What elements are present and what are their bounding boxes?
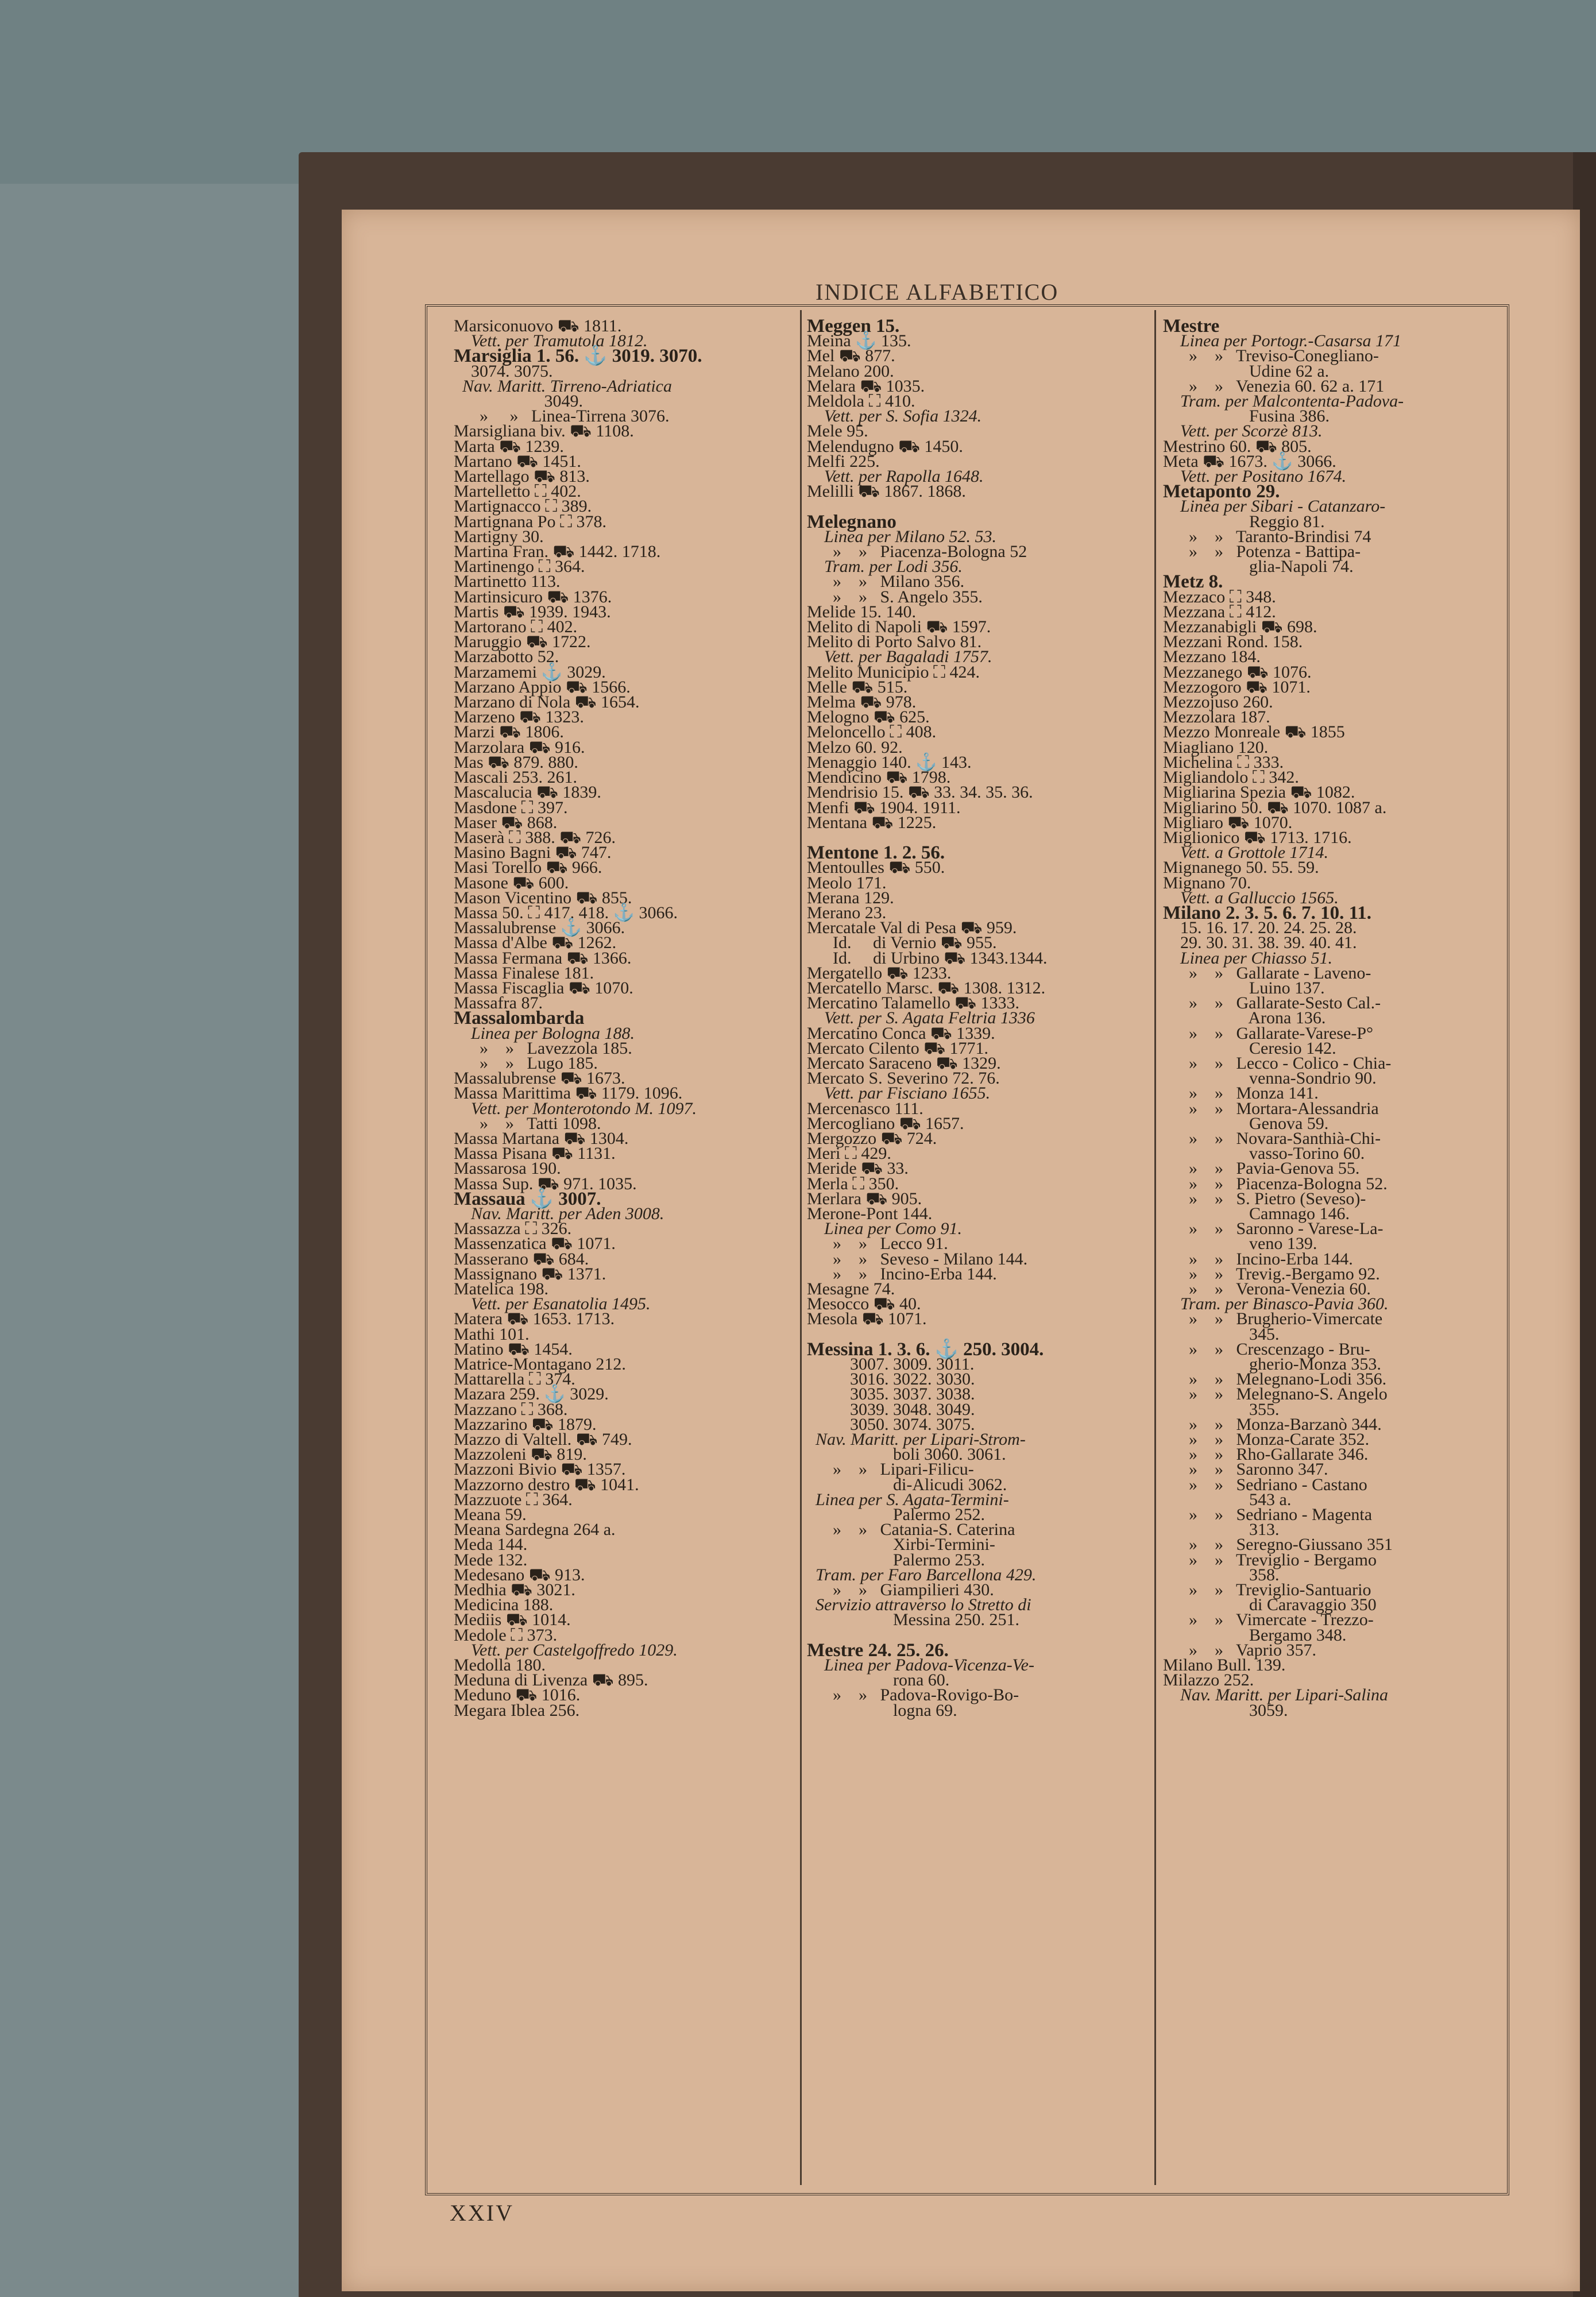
- index-entry: Tram. per Faro Barcellona 429.: [807, 1565, 1037, 1584]
- index-entry: venna-Sondrio 90.: [1163, 1069, 1377, 1088]
- index-entry: logna 69.: [807, 1700, 957, 1720]
- index-entry: » » Linea-Tirrena 3076.: [454, 407, 670, 426]
- index-entry: Nav. Maritt. per Lipari-Salina: [1163, 1685, 1388, 1705]
- index-entry: Genova 59.: [1163, 1113, 1329, 1133]
- index-entry: Vett. per Esanatolia 1495.: [454, 1294, 651, 1314]
- index-entry: Massignano ⛟ 1371.: [454, 1264, 606, 1283]
- index-entry: » » Piacenza-Bologna 52: [807, 542, 1027, 562]
- index-entry: di Caravaggio 350: [1163, 1595, 1377, 1615]
- index-entry: Marzolara ⛟ 916.: [454, 737, 585, 757]
- index-entry: Vett. per Monterotondo M. 1097.: [454, 1099, 697, 1118]
- index-entry: Marzano di Nola ⛟ 1654.: [454, 693, 640, 712]
- index-entry: Nav. Maritt. per Lipari-Strom-: [807, 1430, 1026, 1449]
- index-entry: Vett. par Fisciano 1655.: [807, 1084, 991, 1103]
- index-entry: » » S. Angelo 355.: [807, 587, 983, 606]
- index-entry: Meana 59.: [454, 1505, 527, 1525]
- index-entry: » » Catania-S. Caterina: [807, 1520, 1015, 1540]
- index-heading: Melegnano: [807, 511, 896, 532]
- index-entry: Palermo 253.: [807, 1550, 985, 1569]
- index-entry: Martignana Po ⛶ 378.: [454, 512, 606, 531]
- index-entry: 3039. 3048. 3049.: [807, 1399, 975, 1419]
- index-entry: Megara Iblea 256.: [454, 1700, 580, 1720]
- index-entry: Mazzorno destro ⛟ 1041.: [454, 1475, 639, 1494]
- index-entry: 355.: [1163, 1399, 1280, 1419]
- index-entry: Martinengo ⛶ 364.: [454, 557, 585, 577]
- index-entry: Tram. per Binasco-Pavia 360.: [1163, 1294, 1389, 1314]
- index-entry: Linea per Padova-Vicenza-Ve-: [807, 1656, 1034, 1675]
- index-entry: » » Brugherio-Vimercate: [1163, 1309, 1383, 1329]
- index-entry: » » Saronno 347.: [1163, 1460, 1328, 1479]
- index-entry: » » Melegnano-S. Angelo: [1163, 1385, 1388, 1404]
- index-entry: Meduno ⛟ 1016.: [454, 1685, 581, 1705]
- index-entry: » » Pavia-Genova 55.: [1163, 1159, 1360, 1178]
- index-entry: Merano 23.: [807, 903, 887, 922]
- index-entry: Mazzarino ⛟ 1879.: [454, 1414, 597, 1434]
- index-entry: » » Padova-Rovigo-Bo-: [807, 1685, 1019, 1705]
- index-entry: Melogno ⛟ 625.: [807, 707, 930, 727]
- index-entry: Linea per Milano 52. 53.: [807, 527, 996, 546]
- index-entry: Milazzo 252.: [1163, 1670, 1254, 1690]
- index-entry: Marzamemi ⚓ 3029.: [454, 662, 606, 682]
- column-rule-1: [800, 310, 802, 2185]
- index-entry: Bergamo 348.: [1163, 1625, 1347, 1645]
- index-entry: » » Sedriano - Magenta: [1163, 1505, 1373, 1525]
- index-entry: Meana Sardegna 264 a.: [454, 1520, 616, 1540]
- index-entry: Marsigliana biv. ⛟ 1108.: [454, 421, 634, 441]
- index-entry: Mede 132.: [454, 1550, 528, 1569]
- index-entry: Mazzoleni ⛟ 819.: [454, 1445, 587, 1464]
- index-entry: Mezzano 184.: [1163, 647, 1261, 667]
- index-entry: Medicina 188.: [454, 1595, 554, 1615]
- index-entry: Melma ⛟ 978.: [807, 693, 917, 712]
- page-number: XXIV: [450, 2200, 514, 2226]
- index-entry: Linea per Chiasso 51.: [1163, 948, 1333, 968]
- index-entry: Massalubrense ⚓ 3066.: [454, 918, 625, 938]
- index-entry: Meldola ⛶ 410.: [807, 392, 915, 411]
- index-entry: Melfi 225.: [807, 451, 880, 471]
- index-entry: Menfi ⛟ 1904. 1911.: [807, 798, 961, 817]
- index-entry: Melide 15. 140.: [807, 602, 916, 621]
- index-entry: Marzano Appio ⛟ 1566.: [454, 677, 631, 697]
- index-entry: » » Vaprio 357.: [1163, 1640, 1316, 1660]
- index-entry: Mazara 259. ⚓ 3029.: [454, 1385, 609, 1404]
- index-entry: Mel ⛟ 877.: [807, 346, 895, 366]
- index-entry: Mignanego 50. 55. 59.: [1163, 858, 1319, 877]
- index-heading: Metaponto 29.: [1163, 481, 1280, 502]
- index-heading: Massalombarda: [454, 1008, 585, 1029]
- index-entry: » » Seveso - Milano 144.: [807, 1249, 1028, 1269]
- index-entry: Marsiconuovo ⛟ 1811.: [454, 316, 622, 335]
- index-entry: » » Treviglio - Bergamo: [1163, 1550, 1377, 1569]
- index-entry: 3049.: [454, 392, 583, 411]
- index-entry: Massa Finalese 181.: [454, 963, 594, 983]
- index-entry: Merla ⛶ 350.: [807, 1174, 899, 1193]
- index-entry: Mascali 253. 261.: [454, 768, 577, 787]
- index-entry: Merone-Pont 144.: [807, 1204, 933, 1223]
- index-entry: Merana 129.: [807, 888, 894, 907]
- index-entry: Palermo 252.: [807, 1505, 985, 1525]
- index-entry: Masdone ⛶ 397.: [454, 798, 568, 817]
- index-heading: Mestre 24. 25. 26.: [807, 1639, 949, 1661]
- index-entry: Mezzogoro ⛟ 1071.: [1163, 677, 1311, 697]
- index-heading: Marsiglia 1. 56. ⚓ 3019. 3070.: [454, 346, 702, 367]
- index-entry: Marzeno ⛟ 1323.: [454, 707, 584, 727]
- index-entry: 15. 16. 17. 20. 24. 25. 28.: [1163, 918, 1357, 938]
- index-entry: 29. 30. 31. 38. 39. 40. 41.: [1163, 933, 1357, 953]
- index-entry: Mezzolara 187.: [1163, 707, 1270, 727]
- index-heading: Messina 1. 3. 6. ⚓ 250. 3004.: [807, 1339, 1044, 1360]
- index-entry: Miagliano 120.: [1163, 737, 1269, 757]
- index-entry: Marta ⛟ 1239.: [454, 436, 564, 456]
- index-entry: Massalubrense ⛟ 1673.: [454, 1069, 625, 1088]
- index-entry: Mendrisio 15. ⛟ 33. 34. 35. 36.: [807, 783, 1033, 802]
- index-entry: » » Monza-Barzanò 344.: [1163, 1414, 1382, 1434]
- index-entry: Mathi 101.: [454, 1324, 530, 1344]
- index-entry: » » Lavezzola 185.: [454, 1038, 632, 1058]
- index-entry: 3035. 3037. 3038.: [807, 1385, 975, 1404]
- index-entry: Menaggio 140. ⚓ 143.: [807, 752, 972, 772]
- index-entry: Massafra 87.: [454, 993, 543, 1013]
- index-entry: Migliarino 50. ⛟ 1070. 1087 a.: [1163, 798, 1387, 817]
- index-entry: Mercatello Marsc. ⛟ 1308. 1312.: [807, 978, 1046, 997]
- index-entry: Mercatale Val di Pesa ⛟ 959.: [807, 918, 1017, 938]
- index-entry: Nav. Maritt. Tirreno-Adriatica: [454, 376, 672, 396]
- index-entry: Linea per S. Agata-Termini-: [807, 1490, 1009, 1509]
- index-entry: Martelletto ⛶ 402.: [454, 482, 581, 501]
- column-rule-2: [1154, 310, 1156, 2185]
- index-entry: Marzi ⛟ 1806.: [454, 722, 564, 742]
- index-entry: Linea per Como 91.: [807, 1219, 962, 1239]
- index-entry: 3050. 3074. 3075.: [807, 1414, 975, 1434]
- index-entry: » » Lugo 185.: [454, 1053, 598, 1073]
- index-entry: glia-Napoli 74.: [1163, 557, 1354, 577]
- index-entry: Mattarella ⛶ 374.: [454, 1370, 575, 1389]
- index-entry: Mercato S. Severino 72. 76.: [807, 1069, 1000, 1088]
- index-entry: Melara ⛟ 1035.: [807, 376, 925, 396]
- index-entry: Mesola ⛟ 1071.: [807, 1309, 927, 1329]
- index-entry: » » Tatti 1098.: [454, 1113, 601, 1133]
- index-entry: Martignacco ⛶ 389.: [454, 497, 592, 516]
- index-entry: » » Treviso-Conegliano-: [1163, 346, 1379, 366]
- index-entry: Linea per Portogr.-Casarsa 171: [1163, 331, 1402, 351]
- index-entry: Medhia ⛟ 3021.: [454, 1580, 575, 1600]
- index-entry: Mercato Saraceno ⛟ 1329.: [807, 1053, 1001, 1073]
- index-entry: Merlara ⛟ 905.: [807, 1189, 922, 1208]
- index-entry: Melito di Napoli ⛟ 1597.: [807, 617, 991, 637]
- index-entry: Mesagne 74.: [807, 1279, 895, 1298]
- index-entry: Martinsicuro ⛟ 1376.: [454, 587, 612, 606]
- index-entry: Mercatino Conca ⛟ 1339.: [807, 1023, 995, 1043]
- index-entry: Melzo 60. 92.: [807, 737, 903, 757]
- index-entry: Massa Fermana ⛟ 1366.: [454, 948, 632, 968]
- index-entry: Mascalucia ⛟ 1839.: [454, 783, 601, 802]
- index-entry: Massa Fiscaglia ⛟ 1070.: [454, 978, 633, 997]
- index-entry: Miglionico ⛟ 1713. 1716.: [1163, 827, 1352, 847]
- index-entry: Vett. per Positano 1674.: [1163, 467, 1347, 486]
- index-entry: Mentoulles ⛟ 550.: [807, 858, 945, 877]
- index-entry: 3059.: [1163, 1700, 1288, 1720]
- index-entry: Meda 144.: [454, 1535, 528, 1554]
- index-entry: » » Monza 141.: [1163, 1084, 1319, 1103]
- index-entry: Mediis ⛟ 1014.: [454, 1610, 571, 1630]
- index-heading: Metz 8.: [1163, 571, 1223, 593]
- index-column-3: [1163, 316, 1502, 1720]
- index-entry: Massa Marittima ⛟ 1179. 1096.: [454, 1084, 683, 1103]
- index-entry: » » Lipari-Filicu-: [807, 1460, 974, 1479]
- index-entry: Meri ⛶ 429.: [807, 1144, 891, 1163]
- index-entry: Vett. a Galluccio 1565.: [1163, 888, 1339, 907]
- index-entry: Mezzani Rond. 158.: [1163, 632, 1303, 652]
- index-entry: » » Venezia 60. 62 a. 171: [1163, 376, 1385, 396]
- index-entry: Massarosa 190.: [454, 1159, 561, 1178]
- index-entry: » » Giampilieri 430.: [807, 1580, 994, 1600]
- index-entry: » » Seregno-Giussano 351: [1163, 1535, 1393, 1554]
- index-entry: Luino 137.: [1163, 978, 1325, 997]
- index-entry: Mezzanego ⛟ 1076.: [1163, 662, 1312, 682]
- index-entry: » » Monza-Carate 352.: [1163, 1430, 1370, 1449]
- index-entry: 3074. 3075.: [454, 361, 553, 381]
- index-entry: Masserano ⛟ 684.: [454, 1249, 589, 1269]
- index-entry: Mentana ⛟ 1225.: [807, 813, 937, 832]
- index-entry: Meride ⛟ 33.: [807, 1159, 909, 1178]
- index-entry: Vett. per S. Agata Feltria 1336: [807, 1008, 1035, 1028]
- index-entry: Meina ⚓ 135.: [807, 331, 911, 351]
- index-entry: Fusina 386.: [1163, 407, 1330, 426]
- index-entry: gherio-Monza 353.: [1163, 1355, 1381, 1374]
- index-entry: boli 3060. 3061.: [807, 1445, 1006, 1464]
- index-entry: Masone ⛟ 600.: [454, 873, 569, 892]
- index-entry: Milano Bull. 139.: [1163, 1656, 1286, 1675]
- index-entry: Mezzanabigli ⛟ 698.: [1163, 617, 1317, 637]
- index-entry: Maruggio ⛟ 1722.: [454, 632, 591, 652]
- index-entry: » » Crescenzago - Bru-: [1163, 1339, 1370, 1359]
- index-entry: Mercato Cilento ⛟ 1771.: [807, 1038, 989, 1058]
- index-entry: Migliarina Spezia ⛟ 1082.: [1163, 783, 1355, 802]
- index-entry: Arona 136.: [1163, 1008, 1326, 1028]
- index-entry: » » Piacenza-Bologna 52.: [1163, 1174, 1388, 1193]
- index-entry: » » Verona-Venezia 60.: [1163, 1279, 1371, 1298]
- index-entry: » » S. Pietro (Seveso)-: [1163, 1189, 1366, 1208]
- index-entry: Martinetto 113.: [454, 572, 561, 591]
- index-entry: » » Mortara-Alessandria: [1163, 1099, 1379, 1118]
- index-entry: Vett. per Rapolla 1648.: [807, 467, 984, 486]
- index-entry: Melito di Porto Salvo 81.: [807, 632, 982, 652]
- index-entry: Mazzano ⛶ 368.: [454, 1399, 568, 1419]
- index-entry: Migliandolo ⛶ 342.: [1163, 768, 1299, 787]
- index-entry: Matelica 198.: [454, 1279, 548, 1298]
- index-entry: Martis ⛟ 1939. 1943.: [454, 602, 611, 621]
- index-entry: Medole ⛶ 373.: [454, 1625, 558, 1645]
- index-entry: 543 a.: [1163, 1490, 1292, 1509]
- index-entry: 3007. 3009. 3011.: [807, 1355, 975, 1374]
- index-entry: Michelina ⛶ 333.: [1163, 752, 1284, 772]
- index-entry: Massa Pisana ⛟ 1131.: [454, 1144, 616, 1163]
- index-entry: Mercogliano ⛟ 1657.: [807, 1113, 964, 1133]
- index-entry: Nav. Maritt. per Aden 3008.: [454, 1204, 664, 1223]
- index-entry: Medesano ⛟ 913.: [454, 1565, 585, 1584]
- index-entry: Martellago ⛟ 813.: [454, 467, 590, 486]
- index-entry: » » Lecco 91.: [807, 1234, 948, 1254]
- index-entry: Mesocco ⛟ 40.: [807, 1294, 921, 1314]
- index-heading: Massaua ⚓ 3007.: [454, 1188, 601, 1209]
- index-entry: Meduna di Livenza ⛟ 895.: [454, 1670, 648, 1690]
- index-entry: » » Rho-Gallarate 346.: [1163, 1445, 1369, 1464]
- index-entry: Mezzojuso 260.: [1163, 693, 1273, 712]
- index-entry: Mezzo Monreale ⛟ 1855: [1163, 722, 1345, 742]
- index-entry: Xirbi-Termini-: [807, 1535, 995, 1554]
- index-entry: Camnago 146.: [1163, 1204, 1350, 1223]
- index-entry: Linea per Bologna 188.: [454, 1023, 635, 1043]
- index-entry: 313.: [1163, 1520, 1280, 1540]
- index-entry: Migliaro ⛟ 1070.: [1163, 813, 1293, 832]
- index-entry: Melito Municipio ⛶ 424.: [807, 662, 980, 682]
- index-entry: Martina Fran. ⛟ 1442. 1718.: [454, 542, 661, 562]
- index-entry: Tram. per Lodi 356.: [807, 557, 963, 577]
- index-entry: Martigny 30.: [454, 527, 544, 546]
- index-column-1: [454, 316, 795, 1720]
- index-entry: Melilli ⛟ 1867. 1868.: [807, 482, 966, 501]
- index-entry: » » Sedriano - Castano: [1163, 1475, 1367, 1494]
- index-entry: Masino Bagni ⛟ 747.: [454, 843, 612, 863]
- index-entry: » » Gallarate-Varese-P°: [1163, 1023, 1374, 1043]
- index-entry: Mazzo di Valtell. ⛟ 749.: [454, 1430, 632, 1449]
- index-entry: » » Gallarate - Laveno-: [1163, 963, 1371, 983]
- index-heading: Mestre: [1163, 316, 1220, 337]
- index-entry: Reggio 81.: [1163, 512, 1325, 531]
- index-heading: Meggen 15.: [807, 316, 900, 337]
- index-entry: Vett. per Castelgoffredo 1029.: [454, 1640, 678, 1660]
- index-entry: Mele 95.: [807, 421, 868, 441]
- index-entry: Masi Torello ⛟ 966.: [454, 858, 602, 877]
- index-entry: » » Treviglio-Santuario: [1163, 1580, 1371, 1600]
- index-entry: Massazza ⛶ 326.: [454, 1219, 572, 1239]
- index-entry: Meta ⛟ 1673. ⚓ 3066.: [1163, 451, 1336, 471]
- index-entry: Vett. per Bagaladi 1757.: [807, 647, 992, 667]
- index-entry: » » Incino-Erba 144.: [807, 1264, 997, 1283]
- index-entry: veno 139.: [1163, 1234, 1317, 1254]
- index-entry: Mas ⛟ 879. 880.: [454, 752, 578, 772]
- index-entry: Medolla 180.: [454, 1656, 546, 1675]
- index-entry: Mestrino 60. ⛟ 805.: [1163, 436, 1312, 456]
- index-entry: Vett. per Scorzè 813.: [1163, 421, 1323, 441]
- index-entry: Maser ⛟ 868.: [454, 813, 558, 832]
- index-entry: Martano ⛟ 1451.: [454, 451, 581, 471]
- index-entry: Meloncello ⛶ 408.: [807, 722, 937, 742]
- index-heading: Milano 2. 3. 5. 6. 7. 10. 11.: [1163, 902, 1372, 923]
- index-entry: Melle ⛟ 515.: [807, 677, 908, 697]
- index-entry: Melendugno ⛟ 1450.: [807, 436, 963, 456]
- index-entry: 3016. 3022. 3030.: [807, 1370, 975, 1389]
- index-entry: » » Potenza - Battipa-: [1163, 542, 1361, 562]
- index-entry: » » Taranto-Brindisi 74: [1163, 527, 1371, 546]
- running-title: INDICE ALFABETICO: [816, 279, 1059, 305]
- index-entry: Massa Sup. ⛟ 971. 1035.: [454, 1174, 637, 1193]
- index-entry: Linea per Sibari - Catanzaro-: [1163, 497, 1386, 516]
- index-entry: 345.: [1163, 1324, 1280, 1344]
- index-entry: 358.: [1163, 1565, 1280, 1584]
- index-entry: Maserà ⛶ 388. ⛟ 726.: [454, 827, 616, 847]
- index-entry: Vett. per Tramutola 1812.: [454, 331, 648, 351]
- index-entry: di-Alicudi 3062.: [807, 1475, 1007, 1494]
- index-entry: » » Saronno - Varese-La-: [1163, 1219, 1384, 1239]
- index-entry: Id. di Vernio ⛟ 955.: [807, 933, 997, 953]
- index-entry: » » Novara-Santhià-Chi-: [1163, 1128, 1381, 1148]
- index-entry: Matrice-Montagano 212.: [454, 1355, 626, 1374]
- index-entry: » » Gallarate-Sesto Cal.-: [1163, 993, 1381, 1013]
- index-entry: » » Incino-Erba 144.: [1163, 1249, 1353, 1269]
- index-entry: » » Trevig.-Bergamo 92.: [1163, 1264, 1380, 1283]
- index-entry: Servizio attraverso lo Stretto di: [807, 1595, 1031, 1615]
- index-entry: Massenzatica ⛟ 1071.: [454, 1234, 616, 1254]
- index-entry: rona 60.: [807, 1670, 950, 1690]
- index-entry: Mignano 70.: [1163, 873, 1251, 892]
- index-entry: Mazzoni Bivio ⛟ 1357.: [454, 1460, 626, 1479]
- index-entry: Mezzaco ⛶ 348.: [1163, 587, 1276, 606]
- index-entry: Tram. per Malcontenta-Padova-: [1163, 392, 1404, 411]
- index-entry: Vett. per S. Sofia 1324.: [807, 407, 982, 426]
- index-entry: Id. di Urbino ⛟ 1343.1344.: [807, 948, 1048, 968]
- index-entry: Massa 50. ⛶ 417. 418. ⚓ 3066.: [454, 903, 678, 922]
- index-entry: Matera ⛟ 1653. 1713.: [454, 1309, 615, 1329]
- index-heading: Mentone 1. 2. 56.: [807, 842, 945, 864]
- index-entry: Vett. a Grottole 1714.: [1163, 843, 1329, 863]
- index-entry: vasso-Torino 60.: [1163, 1144, 1365, 1163]
- index-entry: Mergozzo ⛟ 724.: [807, 1128, 937, 1148]
- index-entry: Mercenasco 111.: [807, 1099, 923, 1118]
- index-entry: Mergatello ⛟ 1233.: [807, 963, 952, 983]
- index-entry: Mendicino ⛟ 1798.: [807, 768, 951, 787]
- index-entry: Mason Vicentino ⛟ 855.: [454, 888, 632, 907]
- index-entry: » » Milano 356.: [807, 572, 965, 591]
- index-entry: Meolo 171.: [807, 873, 887, 892]
- index-entry: Martorano ⛶ 402.: [454, 617, 578, 637]
- index-entry: Messina 250. 251.: [807, 1610, 1019, 1630]
- index-entry: Mezzana ⛶ 412.: [1163, 602, 1276, 621]
- index-entry: » » Vimercate - Trezzo-: [1163, 1610, 1374, 1630]
- index-entry: » » Lecco - Colico - Chia-: [1163, 1053, 1392, 1073]
- index-entry: Matino ⛟ 1454.: [454, 1339, 573, 1359]
- index-entry: Melano 200.: [807, 361, 894, 381]
- index-entry: Udine 62 a.: [1163, 361, 1330, 381]
- index-entry: Mercatino Talamello ⛟ 1333.: [807, 993, 1019, 1013]
- index-entry: Mazzuote ⛶ 364.: [454, 1490, 573, 1509]
- index-entry: Marzabotto 52.: [454, 647, 559, 667]
- index-entry: Massa Martana ⛟ 1304.: [454, 1128, 629, 1148]
- index-entry: » » Melegnano-Lodi 356.: [1163, 1370, 1387, 1389]
- index-entry: Ceresio 142.: [1163, 1038, 1336, 1058]
- index-column-2: [807, 316, 1149, 1720]
- index-entry: Massa d'Albe ⛟ 1262.: [454, 933, 617, 953]
